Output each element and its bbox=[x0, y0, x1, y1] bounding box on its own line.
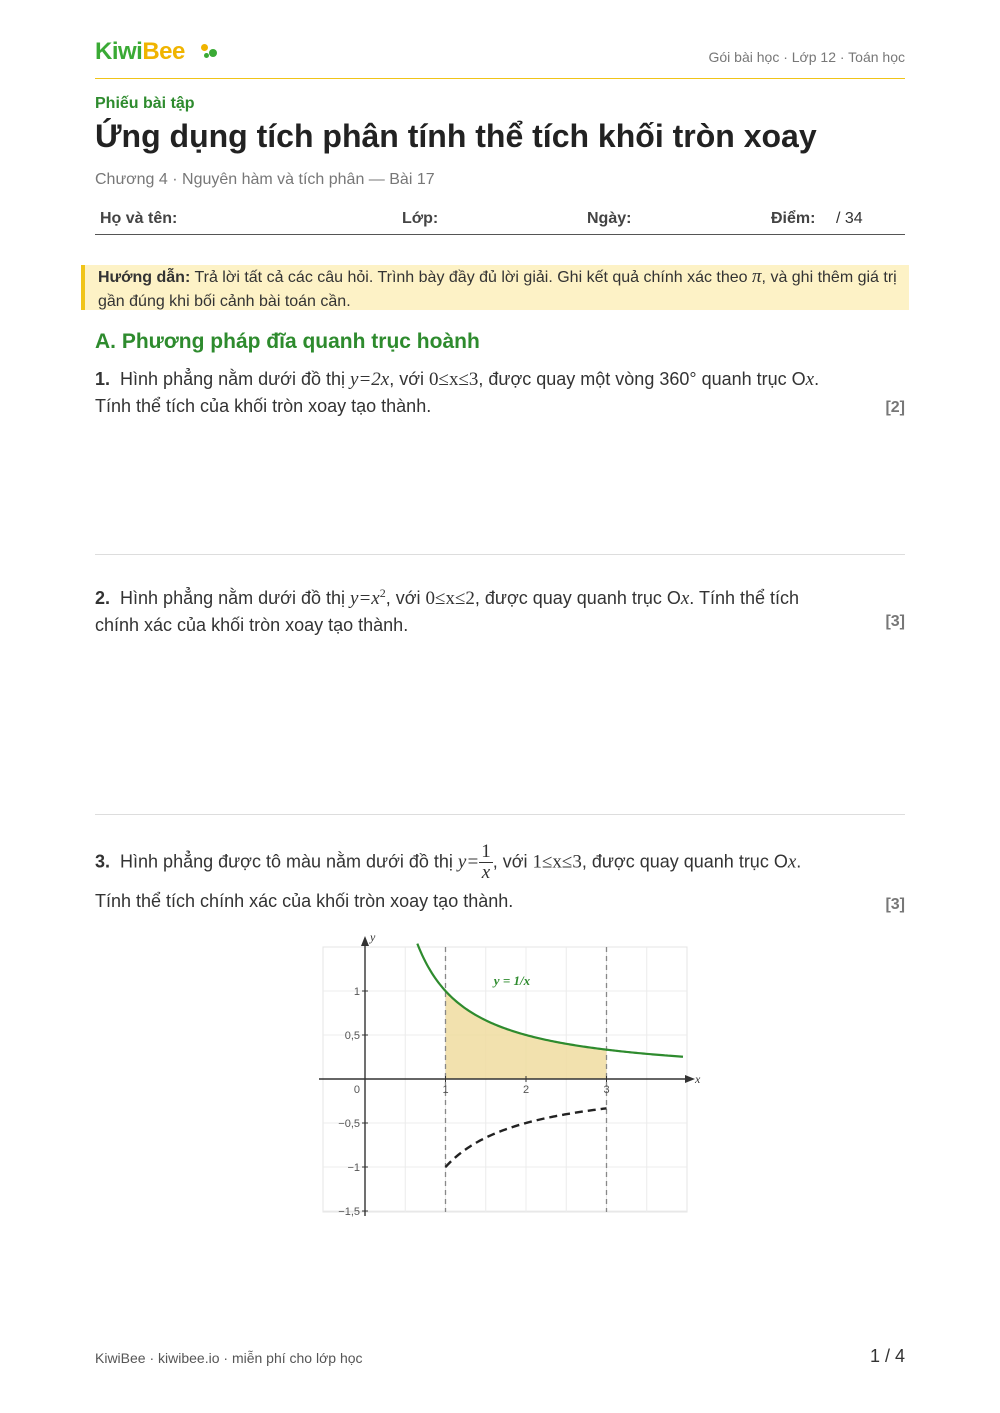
instructions-text-2: , và ghi thêm giá trị gần đúng khi bối cảnh bài toán cần. bbox=[98, 269, 897, 310]
x-tick-label: 2 bbox=[522, 1084, 530, 1096]
fraction-denominator: x bbox=[481, 862, 491, 883]
question-text: Hình phẳng được tô màu nằm dưới đồ thị bbox=[120, 851, 458, 872]
math-variable: x bbox=[805, 369, 815, 390]
question-1 bbox=[95, 366, 905, 419]
class-label: Lớp: bbox=[402, 210, 439, 227]
pi-symbol: π bbox=[752, 266, 762, 287]
answer-divider bbox=[95, 554, 905, 555]
y-axis-arrow-icon bbox=[361, 936, 369, 946]
page-header bbox=[95, 38, 905, 79]
question-text: . Tính thể tích bbox=[689, 588, 800, 608]
question-number: 1. bbox=[95, 369, 111, 389]
question-text: , được quay một vòng 360° quanh trục O bbox=[478, 369, 806, 389]
instructions-text-1: Trả lời tất cả các câu hỏi. Trình bày đầy đủ lời giải. Ghi kết quả chính xác theo bbox=[190, 269, 753, 286]
math-fraction bbox=[479, 842, 493, 883]
question-text: , với bbox=[492, 851, 533, 872]
y-axis-label: y bbox=[370, 930, 376, 944]
fraction-numerator: 1 bbox=[481, 841, 491, 862]
math-expression: y=x bbox=[350, 588, 380, 609]
page-footer bbox=[95, 1346, 905, 1366]
logo-dots-icon bbox=[201, 44, 221, 60]
instructions-label: Hướng dẫn: bbox=[98, 269, 191, 286]
page-subtitle: Chương 4 · Nguyên hàm và tích phân — Bài 17 bbox=[95, 171, 435, 188]
y-tick-label: 0,5 bbox=[344, 1030, 360, 1042]
score-total: / 34 bbox=[836, 210, 863, 227]
worksheet-kicker: Phiếu bài tập bbox=[95, 95, 195, 112]
y-tick-label: 0 bbox=[353, 1084, 360, 1096]
question-2 bbox=[95, 580, 905, 638]
section-a-title: A. Phương pháp đĩa quanh trục hoành bbox=[95, 330, 480, 353]
question-marks: [3] bbox=[885, 613, 905, 630]
question-text-line2: chính xác của khối tròn xoay tạo thành. bbox=[95, 615, 409, 635]
math-expression: y=2x bbox=[350, 369, 390, 390]
name-label: Họ và tên: bbox=[100, 210, 178, 227]
y-tick-label: −0,5 bbox=[338, 1118, 360, 1130]
date-label: Ngày: bbox=[587, 210, 632, 227]
question-number: 3. bbox=[95, 851, 111, 872]
instructions-note bbox=[81, 265, 909, 310]
x-axis-arrow-icon bbox=[685, 1075, 695, 1083]
math-exponent: 2 bbox=[379, 586, 386, 600]
reciprocal-graph bbox=[315, 928, 701, 1218]
question-text: Hình phẳng nằm dưới đồ thị bbox=[120, 369, 351, 389]
math-expression: 0≤x≤2 bbox=[425, 588, 475, 609]
question-text: , với bbox=[389, 369, 430, 389]
question-text-line2: Tính thể tích của khối tròn xoay tạo thành. bbox=[95, 396, 432, 416]
page-title: Ứng dụng tích phân tính thể tích khối tròn xoay bbox=[95, 118, 817, 154]
student-info-bar bbox=[95, 206, 905, 235]
logo-text-bee: Bee bbox=[142, 38, 185, 65]
x-axis-label: x bbox=[695, 1072, 701, 1086]
question-text: Hình phẳng nằm dưới đồ thị bbox=[120, 588, 351, 608]
y-tick-label: −1 bbox=[347, 1162, 360, 1174]
question-text: , được quay quanh trục O bbox=[474, 588, 681, 608]
score-label: Điểm: bbox=[771, 210, 816, 227]
answer-divider bbox=[95, 814, 905, 815]
logo-text-kiwi: Kiwi bbox=[95, 38, 143, 65]
question-text: . bbox=[814, 369, 820, 389]
math-expression: 1≤x≤3 bbox=[532, 851, 582, 873]
x-tick-label: 1 bbox=[442, 1084, 449, 1096]
math-variable: x bbox=[680, 588, 690, 609]
question-3 bbox=[95, 842, 905, 914]
kiwibee-logo[interactable] bbox=[95, 38, 185, 66]
series-label: y = 1/x bbox=[493, 972, 531, 988]
question-marks: [3] bbox=[885, 896, 905, 913]
y-tick-label: 1 bbox=[353, 986, 360, 998]
question-text: , với bbox=[385, 588, 426, 608]
question-marks: [2] bbox=[885, 399, 905, 416]
x-tick-label: 3 bbox=[603, 1084, 610, 1096]
y-tick-label: −1,5 bbox=[338, 1206, 360, 1218]
question-text-line2: Tính thể tích chính xác của khối tròn xoay tạo thành. bbox=[95, 891, 514, 911]
question-text: , được quay quanh trục O bbox=[581, 851, 788, 872]
page-number: 1 / 4 bbox=[869, 1346, 905, 1366]
question-text: . bbox=[796, 851, 802, 872]
math-expression: 0≤x≤3 bbox=[429, 369, 479, 390]
footer-text: KiwiBee · kiwibee.io · miễn phí cho lớp học bbox=[95, 1350, 363, 1366]
breadcrumb: Gói bài học · Lớp 12 · Toán học bbox=[708, 49, 905, 65]
math-expression: y= bbox=[457, 851, 480, 873]
question-number: 2. bbox=[95, 588, 111, 608]
math-variable: x bbox=[787, 851, 797, 873]
